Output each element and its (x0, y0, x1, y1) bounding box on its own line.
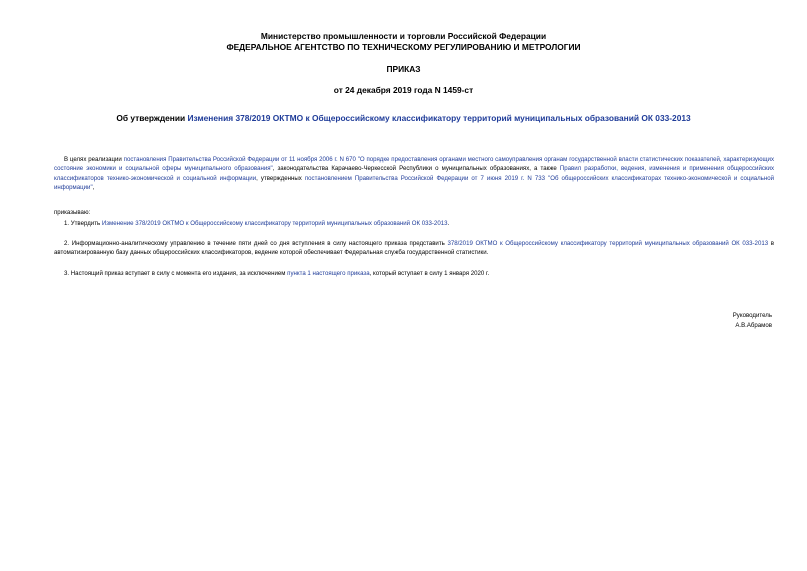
order-item-2 (54, 239, 774, 258)
document-date: от 24 декабря 2019 года N 1459-ст (333, 85, 474, 95)
preamble-paragraph (54, 155, 774, 192)
item1-link[interactable]: Изменение 378/2019 ОКТМО к Общероссийскому классификатору территорий муниципальных образований ОК 033-2013 (101, 220, 448, 227)
title-link[interactable]: Изменения 378/2019 ОКТМО к Общероссийскому классификатору территорий муниципальных образований ОК 033-2013 (187, 113, 691, 123)
order-item-1 (54, 219, 774, 228)
order-item-3 (54, 269, 774, 278)
preamble-link-resolution-733[interactable]: постановлением Правительства Российской Федерации от 7 июня 2019 г. N 733 "Об общероссийских классификаторах технико-экономической и социальной информации" (54, 174, 775, 191)
item2-text-2: в автоматизированную базу данных общероссийских классификаторов, ведение которой обеспечивает Федеральная служба государственной статистики. (54, 240, 774, 257)
agency-name: ФЕДЕРАЛЬНОЕ АГЕНТСТВО ПО ТЕХНИЧЕСКОМУ РЕГУЛИРОВАНИЮ И МЕТРОЛОГИИ (226, 42, 581, 52)
ministry-name: Министерство промышленности и торговли Российской Федерации (260, 31, 547, 41)
preamble-text-4: , (92, 183, 95, 191)
item2-link[interactable]: 378/2019 ОКТМО к Общероссийскому классификатору территорий муниципальных образований ОК 033-2013 (447, 240, 769, 247)
signature-position: Руководитель (732, 312, 772, 319)
title-prefix: Об утверждении (116, 113, 188, 123)
item3-link[interactable]: пункта 1 настоящего приказа (287, 270, 370, 277)
preamble-text-3: , утвержденных (256, 174, 305, 182)
preamble-text-1: В целях реализации (64, 156, 124, 163)
orders-word: приказываю: (54, 209, 91, 216)
item3-text-1: 3. Настоящий приказ вступает в силу с момента его издания, за исключением (64, 270, 288, 277)
document-title (0, 113, 807, 123)
item1-text-2: . (447, 220, 450, 227)
document-type: ПРИКАЗ (386, 64, 421, 74)
signature-name: А.В.Абрамов (735, 322, 772, 329)
preamble-link-resolution-670[interactable]: постановления Правительства Российской Федерации от 11 ноября 2006 г. N 670 "О порядке предоставления органами местного самоуправления органам государственной власти статистических показателей, характеризующих состояние экономики и социальной сферы муниципального образования" (54, 156, 775, 173)
item2-text-1: 2. Информационно-аналитическому управлению в течение пяти дней со дня вступления в силу настоящего приказа представить (64, 240, 448, 247)
item3-text-2: , который вступает в силу 1 января 2020 г. (369, 270, 490, 277)
preamble-link-rules[interactable]: Правил разработки, ведения, изменения и применения общероссийских классификаторов технико-экономической и социальной информации (54, 165, 775, 182)
preamble-text-2: , законодательства Карачаево-Черкесской Республики о муниципальных образованиях, а также (272, 165, 560, 173)
item1-text-1: 1. Утвердить (64, 220, 102, 227)
